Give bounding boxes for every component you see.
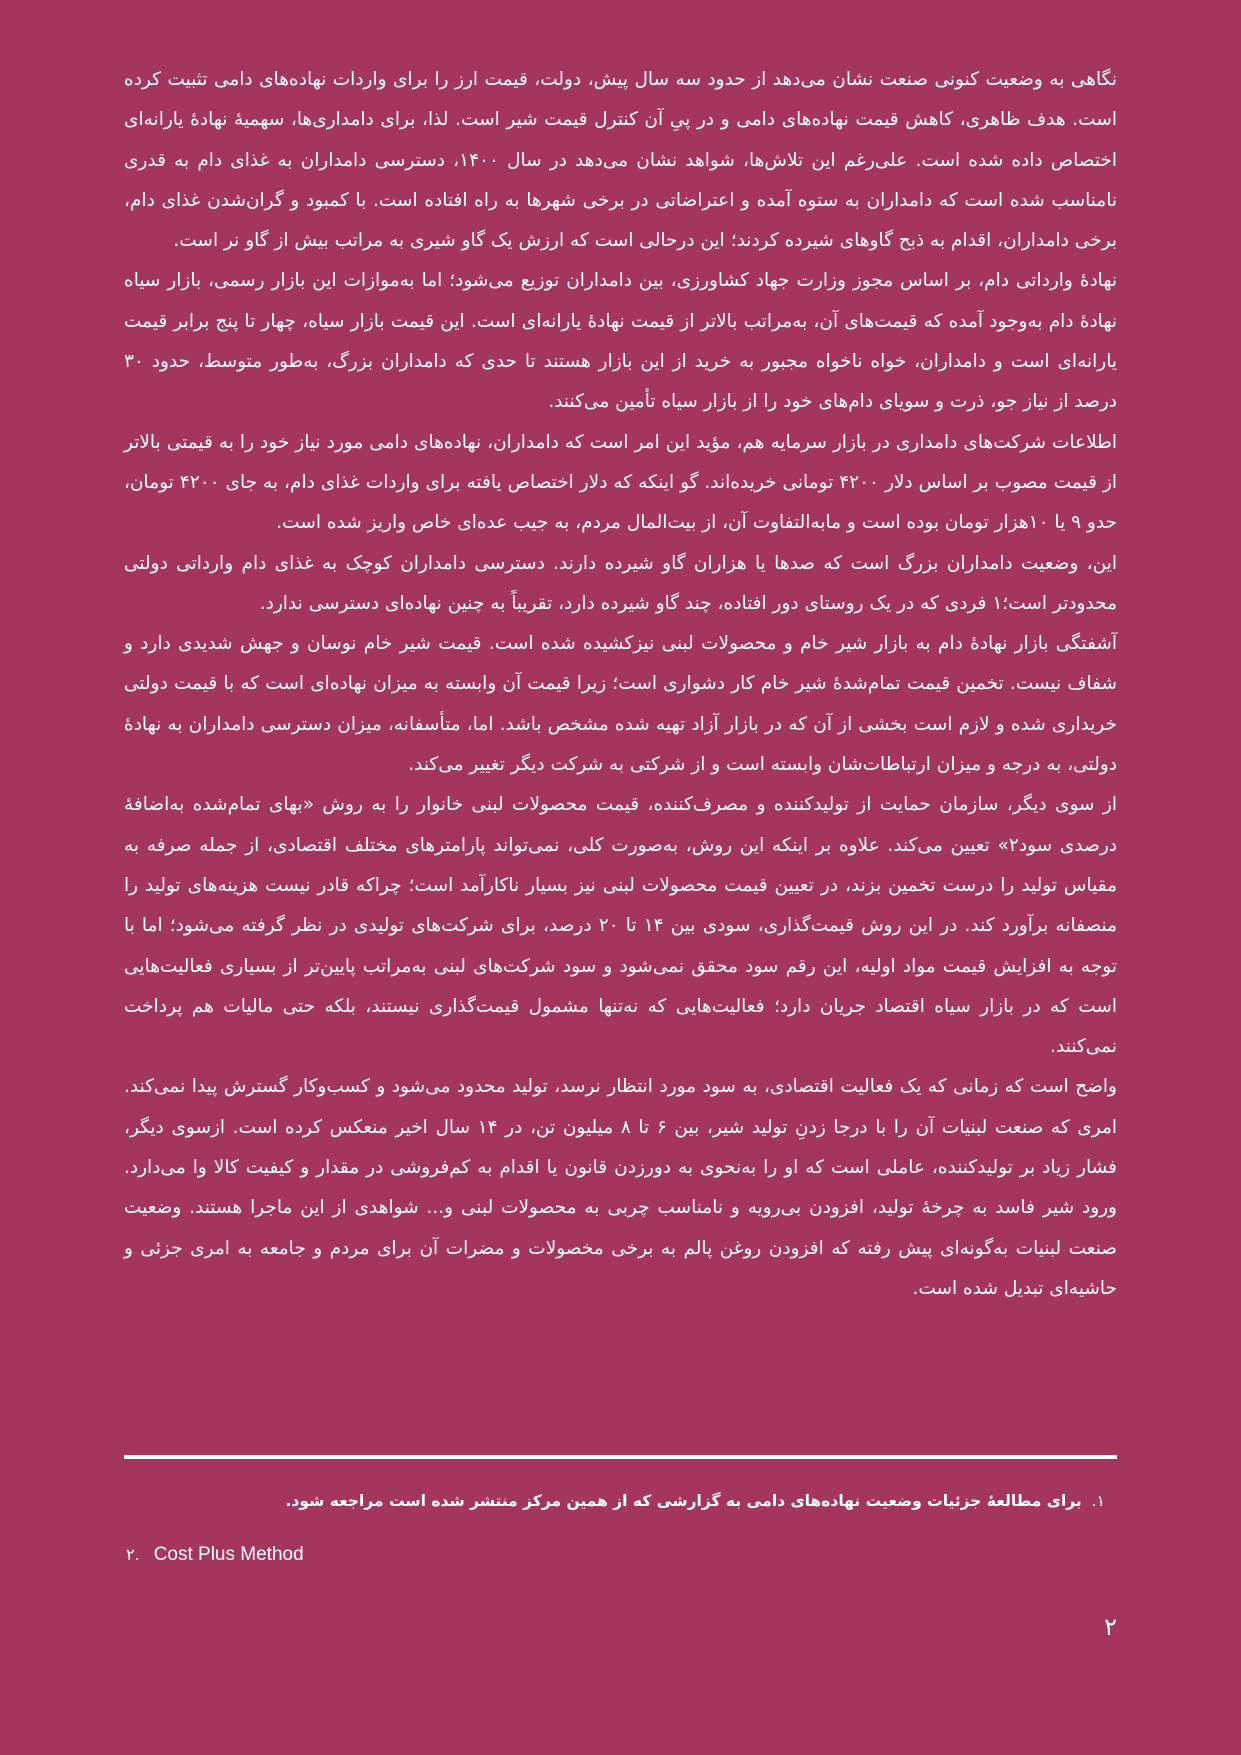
paragraph: این، وضعیت دامداران بزرگ است که صدها یا هزاران گاو شیرده دارند. دسترسی دامداران کوچک به غذای دام وارداتی دولتی محدودتر است؛۱ فردی که در یک روستای دور افتاده، چند گاو شیرده دارد، تقریباً به چنین نهاده‌ای دسترسی ندارد. bbox=[124, 552, 1117, 614]
paragraph: نهادهٔ وارداتی دام، بر اساس مجوز وزارت جهاد کشاورزی، بین دامداران توزیع می‌شود؛ اما به‌موازات این بازار رسمی، بازار سیاه نهادهٔ دام به‌وجود آمده که قیمت‌های آن، به‌مراتب بالاتر از قیمت نهادهٔ یارانه‌ای است. این قیمت بازار سیاه، چهار تا پنج برابر قیمت یارانه‌ای است و دامداران، خواه ناخواه مجبور به خرید از این بازار هستند تا حدی که دامداران بزرگ، به‌طور متوسط، حدود ۳۰ درصد از نیاز جو، ذرت و سویای دام‌های خود را از بازار سیاه تأمین می‌کنند. bbox=[124, 270, 1117, 413]
paragraph: از سوی دیگر، سازمان حمایت از تولیدکننده و مصرف‌کننده، قیمت محصولات لبنی خانوار را به روش «بهای تمام‌شده به‌اضافهٔ درصدی سود۲» تعیین می‌کند. علاوه بر اینکه این روش، به‌صورت کلی، نمی‌تواند پارامترهای مختلف اقتصادی، از جمله صرفه به مقیاس تولید را درست تخمین بزند، در تعیین قیمت محصولات لبنی نیز بسیار ناکارآمد است؛ چراکه قادر نیست هزینه‌های تولید را منصفانه برآورد کند. در این روش قیمت‌گذاری، سودی بین ۱۴ تا ۲۰ درصد، برای شرکت‌های تولیدی در نظر گرفته می‌شود؛ اما با توجه به افزایش قیمت مواد اولیه، این رقم سود محقق نمی‌شود و سود شرکت‌های لبنی به‌مراتب پایین‌تر از بسیاری فعالیت‌هایی است که در بازار سیاه اقتصاد جریان دارد؛ فعالیت‌هایی که نه‌تنها مشمول قیمت‌گذاری نیستند، بلکه حتی مالیات هم پرداخت نمی‌کنند. bbox=[124, 794, 1118, 1058]
paragraph: نگاهی به وضعیت کنونی صنعت نشان می‌دهد از حدود سه سال پیش، دولت، قیمت ارز را برای واردات نهاده‌های دامی تثبیت کرده است. هدف ظاهری، کاهش قیمت نهاده‌های دامی و در پیِ آن کنترل قیمت شیر است. لذا، برای دامداری‌ها، سهمیهٔ نهادهٔ یارانه‌ای اختصاص داده شده است. علی‌رغم این تلاش‌ها، شواهد نشان می‌دهد در سال ۱۴۰۰، دسترسی دامداران به غذای دام به قدری نامناسب شده است که دامداران به ستوه آمده و اعتراضاتی در برخی شهرها به راه افتاده است. با کمبود و گران‌شدن غذای دام، برخی دامداران، اقدام به ذبح گاوهای شیرده کردند؛ این درحالی است که ارزش یک گاو شیری به مراتب بیش از گاو نر است. bbox=[124, 69, 1117, 252]
body-text bbox=[124, 60, 1117, 1309]
paragraph: اطلاعات شرکت‌های دامداری در بازار سرمایه هم، مؤید این امر است که دامداران، نهاده‌های دامی مورد نیاز خود را به قیمتی بالاتر از قیمت مصوب بر اساس دلار ۴۲۰۰ تومانی خریده‌اند. گو اینکه که دلار اختصاص یافته برای واردات غذای دام، به جای ۴۲۰۰ تومان، حدو ۹ یا ۱۰هزار تومان بوده است و مابه‌التفاوت آن، از بیت‌المال مردم، به جیب عده‌ای خاص واریز شده است. bbox=[124, 431, 1117, 534]
footnote bbox=[124, 1492, 1105, 1510]
footnote-number: ۲. bbox=[126, 1545, 140, 1564]
footnote-text: Cost Plus Method bbox=[153, 1544, 304, 1565]
paragraph: آشفتگی بازار نهادهٔ دام به بازار شیر خام و محصولات لبنی نیزکشیده شده است. قیمت شیر خام نوسان و جهش شدیدی دارد و شفاف نیست. تخمین قیمت تمام‌شدهٔ شیر خام کار دشواری است؛ زیرا قیمت آن وابسته به میزان نهاده‌ای است که با قیمت دولتی خریداری شده و لازم است بخشی از آن که در بازار آزاد تهیه شده مشخص باشد. اما، متأسفانه، میزان دسترسی دامداران به نهادهٔ دولتی، به درجه و میزان ارتباطات‌شان وابسته است و از شرکتی به شرکت دیگر تغییر می‌کند. bbox=[124, 633, 1117, 776]
paragraph: واضح است که زمانی که یک فعالیت اقتصادی، به سود مورد انتظار نرسد، تولید محدود می‌شود و کسب‌وکار گسترش پیدا نمی‌کند. امری که صنعت لبنیات آن را با درجا زدنِ تولید شیر، بین ۶ تا ۸ میلیون تن، در ۱۴ سال اخیر منعکس کرده است. ازسوی دیگر، فشار زیاد بر تولیدکننده، عاملی است که او را به‌نحوی به دورزدن قانون یا اقدام به کم‌فروشی در مقدار و کیفیت کالا وا می‌دارد. ورود شیر فاسد به چرخهٔ تولید، افزودن بی‌رویه و نامناسب چربی به محصولات لبنی و... شواهدی از این ماجرا هستند. وضعیت صنعت لبنیات به‌گونه‌ای پیش رفته که افزودن روغن پالم به برخی مخصولات و مضرات آن برای مردم و جامعه به امری جزئی و حاشیه‌ای تبدیل شده است. bbox=[124, 1076, 1118, 1299]
footnote bbox=[126, 1544, 304, 1566]
footnote-number: ۱. bbox=[1091, 1492, 1105, 1510]
footnote-divider bbox=[124, 1455, 1117, 1459]
page-number: ۲ bbox=[1104, 1613, 1117, 1641]
footnote-text: برای مطالعهٔ جزئیات وضعیت نهاده‌های دامی به گزارشی که از همین مرکز منتشر شده است مراجعه شود. bbox=[285, 1492, 1082, 1510]
